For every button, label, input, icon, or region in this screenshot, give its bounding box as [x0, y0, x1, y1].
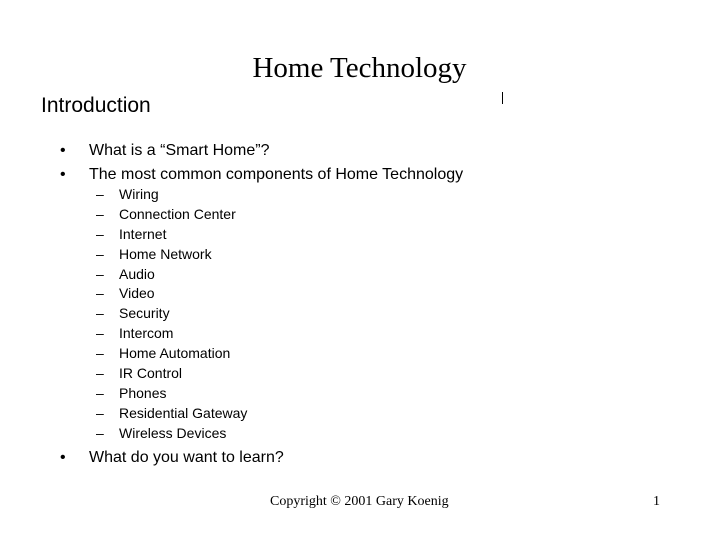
dash-icon: – — [96, 265, 104, 282]
bullet-text: The most common components of Home Technology — [89, 166, 464, 183]
dash-icon: – — [96, 365, 104, 382]
dash-icon: – — [96, 205, 104, 222]
slide-subtitle: Introduction — [41, 94, 151, 117]
dash-icon: – — [96, 404, 104, 421]
bullet-icon: • — [60, 166, 66, 183]
sub-item-text: Residential Gateway — [119, 404, 248, 421]
sub-item-text: Video — [119, 285, 155, 302]
dash-icon: – — [96, 305, 104, 322]
bullet-text: What is a “Smart Home”? — [89, 142, 270, 159]
dash-icon: – — [96, 384, 104, 401]
sub-item-text: IR Control — [119, 365, 183, 382]
dash-icon: – — [96, 225, 104, 242]
dash-icon: – — [96, 285, 104, 302]
footer-copyright: Copyright © 2001 Gary Koenig — [270, 494, 449, 509]
sub-item-text: Internet — [119, 225, 167, 242]
dash-icon: – — [96, 325, 104, 342]
sub-item-text: Security — [119, 305, 170, 322]
sub-item-text: Home Automation — [119, 345, 231, 362]
bullet-icon: • — [60, 142, 66, 159]
cursor-marker — [502, 92, 503, 104]
slide-title: Home Technology — [252, 52, 467, 84]
sub-item-text: Wireless Devices — [119, 424, 227, 441]
bullet-text: What do you want to learn? — [89, 449, 284, 466]
bullet-icon: • — [60, 449, 66, 466]
dash-icon: – — [96, 345, 104, 362]
sub-item-text: Intercom — [119, 325, 174, 342]
sub-item-text: Connection Center — [119, 205, 236, 222]
sub-item-text: Audio — [119, 265, 155, 282]
dash-icon: – — [96, 186, 104, 202]
page-number: 1 — [653, 494, 660, 509]
sub-item-text: Home Network — [119, 245, 212, 262]
dash-icon: – — [96, 424, 104, 441]
dash-icon: – — [96, 245, 104, 262]
sub-item-text: Phones — [119, 384, 167, 401]
sub-item-text: Wiring — [119, 186, 159, 202]
